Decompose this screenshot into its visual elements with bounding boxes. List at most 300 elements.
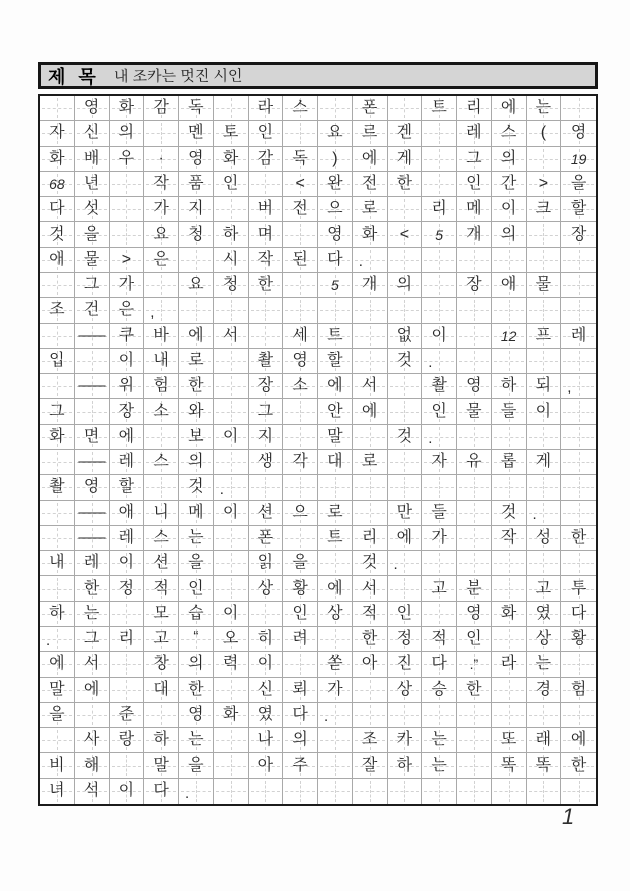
grid-cell bbox=[214, 374, 249, 399]
handwritten-character: 들 bbox=[431, 503, 447, 521]
grid-cell bbox=[422, 551, 457, 576]
handwritten-character: 을 bbox=[188, 554, 204, 572]
handwritten-character: 는 bbox=[535, 99, 552, 117]
grid-cell bbox=[179, 399, 214, 424]
handwritten-character: 지 bbox=[188, 200, 204, 218]
handwritten-character: 레 bbox=[118, 528, 135, 546]
handwritten-character: 크 bbox=[535, 200, 552, 218]
grid-cell bbox=[457, 602, 492, 627]
grid-cell bbox=[249, 374, 284, 399]
handwritten-character: 메 bbox=[188, 503, 204, 521]
grid-cell bbox=[283, 652, 318, 677]
handwritten-character: 스 bbox=[153, 528, 169, 546]
handwritten-character: 은 bbox=[118, 301, 135, 319]
grid-cell bbox=[283, 678, 318, 703]
grid-cell bbox=[353, 248, 388, 273]
handwritten-character: — bbox=[78, 377, 106, 395]
grid-cell bbox=[110, 172, 145, 197]
grid-cell bbox=[561, 121, 596, 146]
handwritten-character: 촬 bbox=[49, 478, 65, 496]
grid-cell bbox=[214, 197, 249, 222]
handwritten-character: 한 bbox=[396, 174, 413, 192]
grid-cell bbox=[249, 425, 284, 450]
grid-cell bbox=[40, 526, 75, 551]
grid-cell bbox=[179, 222, 214, 247]
grid-cell bbox=[527, 399, 562, 424]
handwritten-character: 에 bbox=[327, 377, 343, 395]
grid-cell bbox=[318, 425, 353, 450]
grid-cell bbox=[422, 425, 457, 450]
grid-cell bbox=[110, 576, 145, 601]
grid-cell bbox=[75, 172, 110, 197]
handwritten-character: 투 bbox=[570, 579, 587, 597]
handwritten-character: 잘 bbox=[361, 756, 378, 774]
handwritten-character: 리 bbox=[118, 630, 135, 648]
handwritten-character: 의 bbox=[500, 225, 517, 243]
handwritten-character: 황 bbox=[292, 579, 308, 597]
grid-cell bbox=[527, 779, 562, 804]
handwritten-character: 만 bbox=[396, 503, 413, 521]
grid-cell bbox=[492, 172, 527, 197]
grid-cell bbox=[561, 728, 596, 753]
handwritten-character: 오 bbox=[222, 630, 239, 648]
handwritten-character: 68 bbox=[49, 175, 65, 192]
handwritten-character: 감 bbox=[257, 149, 274, 167]
grid-cell bbox=[249, 602, 284, 627]
grid-cell bbox=[388, 197, 423, 222]
handwritten-character: . bbox=[428, 430, 433, 447]
grid-cell bbox=[422, 121, 457, 146]
grid-cell bbox=[318, 551, 353, 576]
grid-cell bbox=[283, 551, 318, 576]
handwritten-character: 영 bbox=[570, 124, 587, 142]
handwritten-character: 장 bbox=[570, 225, 587, 243]
grid-cell bbox=[492, 121, 527, 146]
handwritten-character: 해 bbox=[83, 756, 100, 774]
grid-cell bbox=[179, 753, 214, 778]
grid-cell bbox=[144, 551, 179, 576]
handwritten-character: 이 bbox=[222, 427, 239, 445]
handwritten-character: 청 bbox=[222, 276, 239, 294]
grid-cell bbox=[40, 627, 75, 652]
handwritten-character: . bbox=[185, 785, 190, 802]
handwritten-character: 지 bbox=[257, 427, 274, 445]
handwritten-character: 이 bbox=[535, 402, 552, 420]
grid-cell bbox=[249, 551, 284, 576]
handwritten-character: 개 bbox=[361, 276, 378, 294]
grid-cell bbox=[353, 551, 388, 576]
grid-cell bbox=[492, 703, 527, 728]
handwritten-character: 로 bbox=[361, 200, 378, 218]
handwritten-character: 가 bbox=[431, 528, 447, 546]
handwritten-character: 바 bbox=[153, 326, 169, 344]
grid-cell bbox=[40, 298, 75, 323]
handwritten-character: 상 bbox=[257, 579, 274, 597]
grid-cell bbox=[422, 96, 457, 121]
handwritten-character: 에 bbox=[570, 731, 587, 749]
grid-cell bbox=[457, 425, 492, 450]
grid-cell bbox=[388, 551, 423, 576]
grid-cell bbox=[457, 678, 492, 703]
grid-cell bbox=[527, 425, 562, 450]
handwritten-character: 한 bbox=[83, 579, 100, 597]
grid-cell bbox=[527, 627, 562, 652]
grid-cell bbox=[561, 197, 596, 222]
handwritten-character: 은 bbox=[153, 250, 169, 268]
handwritten-character: < bbox=[295, 174, 305, 192]
grid-cell bbox=[283, 627, 318, 652]
handwritten-character: 히 bbox=[257, 630, 274, 648]
handwritten-character: 된 bbox=[292, 250, 308, 268]
grid-cell bbox=[179, 652, 214, 677]
handwritten-character: 영 bbox=[466, 604, 482, 622]
grid-cell bbox=[75, 501, 110, 526]
handwritten-character: 똑 bbox=[535, 756, 552, 774]
grid-cell bbox=[110, 475, 145, 500]
grid-cell bbox=[179, 526, 214, 551]
grid-cell bbox=[492, 349, 527, 374]
grid-cell bbox=[422, 273, 457, 298]
handwritten-character: 프 bbox=[535, 326, 552, 344]
handwritten-character: 한 bbox=[570, 756, 587, 774]
handwritten-character: 한 bbox=[188, 377, 204, 395]
handwritten-character: 내 bbox=[49, 554, 65, 572]
handwritten-character: 다 bbox=[570, 604, 587, 622]
grid-cell bbox=[283, 425, 318, 450]
handwritten-character: 완 bbox=[327, 174, 343, 192]
grid-cell bbox=[75, 197, 110, 222]
grid-cell bbox=[353, 652, 388, 677]
handwritten-character: 한 bbox=[257, 276, 274, 294]
grid-cell bbox=[144, 324, 179, 349]
handwritten-character: 하 bbox=[153, 731, 169, 749]
grid-cell bbox=[75, 703, 110, 728]
grid-cell bbox=[388, 652, 423, 677]
grid-cell bbox=[388, 349, 423, 374]
handwritten-character: 조 bbox=[49, 301, 65, 319]
handwritten-character: 세 bbox=[292, 326, 308, 344]
grid-cell bbox=[40, 602, 75, 627]
handwritten-character: 인 bbox=[466, 630, 482, 648]
grid-cell bbox=[561, 349, 596, 374]
handwritten-character: 리 bbox=[466, 99, 482, 117]
grid-cell bbox=[75, 399, 110, 424]
handwritten-character: 의 bbox=[188, 453, 204, 471]
grid-cell bbox=[75, 475, 110, 500]
handwritten-character: 션 bbox=[153, 554, 169, 572]
grid-cell bbox=[527, 551, 562, 576]
grid-cell bbox=[249, 703, 284, 728]
handwritten-character: 창 bbox=[153, 655, 169, 673]
handwritten-character: ) bbox=[332, 149, 338, 167]
handwritten-character: 션 bbox=[257, 503, 274, 521]
grid-cell bbox=[110, 627, 145, 652]
handwritten-character: > bbox=[121, 250, 132, 268]
handwritten-character: 다 bbox=[292, 705, 308, 723]
grid-cell bbox=[388, 602, 423, 627]
handwritten-character: 는 bbox=[431, 756, 447, 774]
grid-cell bbox=[110, 501, 145, 526]
grid-cell bbox=[40, 728, 75, 753]
handwritten-character: · bbox=[158, 149, 164, 167]
grid-cell bbox=[353, 96, 388, 121]
grid-cell bbox=[457, 450, 492, 475]
grid-cell bbox=[527, 349, 562, 374]
handwritten-character: . bbox=[324, 708, 329, 726]
grid-cell bbox=[249, 248, 284, 273]
title-label: 제 목 bbox=[48, 66, 100, 87]
grid-cell bbox=[75, 450, 110, 475]
handwritten-character: 인 bbox=[222, 174, 239, 192]
handwritten-character: 영 bbox=[292, 351, 308, 369]
handwritten-character: 황 bbox=[570, 630, 587, 648]
grid-cell bbox=[40, 197, 75, 222]
grid-cell bbox=[561, 374, 596, 399]
grid-cell bbox=[283, 753, 318, 778]
handwritten-character: 리 bbox=[361, 528, 378, 546]
grid-cell bbox=[353, 349, 388, 374]
handwritten-character: — bbox=[78, 453, 106, 471]
handwritten-character: 섯 bbox=[83, 200, 100, 218]
handwritten-character: 아 bbox=[257, 756, 274, 774]
grid-cell bbox=[75, 678, 110, 703]
grid-cell bbox=[179, 273, 214, 298]
grid-cell bbox=[249, 678, 284, 703]
handwritten-character: 면 bbox=[83, 427, 100, 445]
grid-cell bbox=[40, 753, 75, 778]
grid-cell bbox=[214, 121, 249, 146]
grid-cell bbox=[214, 172, 249, 197]
grid-cell bbox=[144, 627, 179, 652]
grid-cell bbox=[318, 96, 353, 121]
grid-cell bbox=[388, 273, 423, 298]
handwritten-character: “ bbox=[193, 628, 199, 645]
handwritten-character: 우 bbox=[118, 149, 135, 167]
grid-cell bbox=[144, 526, 179, 551]
grid-cell bbox=[353, 450, 388, 475]
grid-cell bbox=[179, 248, 214, 273]
grid-cell bbox=[318, 374, 353, 399]
grid-cell bbox=[40, 147, 75, 172]
grid-cell bbox=[249, 576, 284, 601]
grid-cell bbox=[318, 222, 353, 247]
handwritten-character: 쏟 bbox=[327, 655, 343, 673]
handwritten-character: 것 bbox=[188, 478, 204, 496]
grid-cell bbox=[144, 172, 179, 197]
handwritten-character: 또 bbox=[500, 731, 517, 749]
grid-cell bbox=[110, 121, 145, 146]
grid-cell bbox=[110, 248, 145, 273]
grid-cell bbox=[353, 602, 388, 627]
grid-cell bbox=[318, 627, 353, 652]
grid-cell bbox=[144, 399, 179, 424]
handwritten-character: 토 bbox=[222, 124, 239, 142]
grid-cell bbox=[422, 147, 457, 172]
grid-cell bbox=[249, 349, 284, 374]
grid-cell bbox=[422, 324, 457, 349]
grid-cell bbox=[283, 121, 318, 146]
grid-cell bbox=[492, 248, 527, 273]
handwritten-character: 비 bbox=[49, 756, 65, 774]
handwritten-character: 으 bbox=[292, 503, 308, 521]
grid-cell bbox=[457, 374, 492, 399]
handwritten-character: 소 bbox=[153, 402, 169, 420]
grid-cell bbox=[561, 576, 596, 601]
grid-cell bbox=[214, 678, 249, 703]
essay-title: 내 조카는 멋진 시인 bbox=[113, 67, 243, 86]
handwritten-character: 정 bbox=[396, 630, 413, 648]
grid-cell bbox=[283, 576, 318, 601]
handwritten-character: 내 bbox=[153, 351, 169, 369]
grid-cell bbox=[561, 222, 596, 247]
handwritten-character: 의 bbox=[118, 124, 135, 142]
grid-cell bbox=[388, 753, 423, 778]
handwritten-character: 라 bbox=[257, 99, 274, 117]
handwritten-character: , bbox=[567, 379, 572, 397]
grid-cell bbox=[527, 602, 562, 627]
handwritten-character: 이 bbox=[500, 200, 517, 218]
handwritten-character: 르 bbox=[361, 124, 378, 142]
handwritten-character: 에 bbox=[188, 326, 204, 344]
grid-cell bbox=[144, 703, 179, 728]
handwritten-character: 레 bbox=[570, 326, 587, 344]
handwritten-character: 작 bbox=[153, 174, 169, 192]
grid-cell bbox=[353, 501, 388, 526]
handwritten-character: 영 bbox=[83, 478, 100, 496]
handwritten-character: 애 bbox=[500, 276, 517, 294]
grid-cell bbox=[249, 450, 284, 475]
grid-cell bbox=[283, 399, 318, 424]
handwritten-character: 사 bbox=[83, 731, 100, 749]
grid-cell bbox=[75, 248, 110, 273]
handwritten-character: 다 bbox=[153, 782, 169, 800]
handwritten-character: 말 bbox=[153, 756, 169, 774]
handwritten-character: 위 bbox=[118, 377, 135, 395]
handwritten-character: 이 bbox=[118, 554, 135, 572]
grid-cell bbox=[249, 728, 284, 753]
grid-cell bbox=[110, 678, 145, 703]
handwritten-character: 서 bbox=[83, 655, 100, 673]
handwritten-character: 하 bbox=[49, 604, 65, 622]
grid-cell bbox=[527, 298, 562, 323]
handwritten-character: , bbox=[150, 303, 155, 321]
grid-cell bbox=[527, 475, 562, 500]
grid-cell bbox=[527, 248, 562, 273]
grid-cell bbox=[457, 728, 492, 753]
grid-cell bbox=[179, 728, 214, 753]
handwritten-character: 그 bbox=[83, 276, 100, 294]
grid-cell bbox=[110, 399, 145, 424]
grid-cell bbox=[214, 450, 249, 475]
handwritten-character: 에 bbox=[500, 99, 517, 117]
grid-cell bbox=[214, 399, 249, 424]
grid-cell bbox=[318, 779, 353, 804]
handwritten-character: 트 bbox=[431, 99, 447, 117]
grid-cell bbox=[179, 551, 214, 576]
grid-cell bbox=[492, 576, 527, 601]
grid-cell bbox=[457, 475, 492, 500]
grid-cell bbox=[492, 602, 527, 627]
handwritten-character: 화 bbox=[49, 427, 65, 445]
grid-cell bbox=[527, 526, 562, 551]
grid-cell bbox=[492, 399, 527, 424]
grid-cell bbox=[492, 197, 527, 222]
grid-cell bbox=[283, 526, 318, 551]
grid-cell bbox=[40, 576, 75, 601]
handwritten-character: 인 bbox=[396, 604, 413, 622]
handwritten-character: 라 bbox=[500, 655, 517, 673]
handwritten-character: 상 bbox=[396, 680, 413, 698]
grid-cell bbox=[561, 703, 596, 728]
grid-cell bbox=[318, 147, 353, 172]
handwritten-character: 인 bbox=[466, 174, 482, 192]
handwritten-character: 래 bbox=[535, 731, 552, 749]
handwritten-character: 버 bbox=[257, 200, 274, 218]
handwritten-character: 하 bbox=[222, 225, 239, 243]
grid-cell bbox=[144, 753, 179, 778]
grid-cell bbox=[214, 602, 249, 627]
handwritten-character: 장 bbox=[466, 276, 482, 294]
handwritten-character: 의 bbox=[396, 276, 413, 294]
grid-cell bbox=[249, 399, 284, 424]
grid-cell bbox=[75, 779, 110, 804]
grid-cell bbox=[40, 273, 75, 298]
grid-cell bbox=[214, 222, 249, 247]
grid-cell bbox=[561, 779, 596, 804]
grid-cell bbox=[75, 627, 110, 652]
handwritten-character: 이 bbox=[222, 503, 239, 521]
grid-cell bbox=[179, 425, 214, 450]
handwritten-character: 승 bbox=[431, 680, 447, 698]
handwritten-character: 트 bbox=[327, 326, 343, 344]
grid-cell bbox=[422, 298, 457, 323]
handwritten-character: 그 bbox=[49, 402, 65, 420]
grid-cell bbox=[561, 324, 596, 349]
grid-cell bbox=[492, 450, 527, 475]
grid-cell bbox=[214, 627, 249, 652]
title-box bbox=[38, 62, 598, 89]
handwritten-character: 대 bbox=[327, 453, 343, 471]
grid-cell bbox=[527, 576, 562, 601]
grid-cell bbox=[422, 248, 457, 273]
grid-cell bbox=[388, 172, 423, 197]
grid-cell bbox=[561, 652, 596, 677]
handwritten-character: 는 bbox=[431, 731, 447, 749]
grid-cell bbox=[249, 96, 284, 121]
grid-cell bbox=[457, 96, 492, 121]
grid-cell bbox=[527, 147, 562, 172]
grid-cell bbox=[457, 526, 492, 551]
grid-cell bbox=[40, 248, 75, 273]
handwritten-character: . bbox=[532, 505, 537, 523]
grid-cell bbox=[214, 273, 249, 298]
grid-cell bbox=[492, 298, 527, 323]
handwritten-character: 에 bbox=[83, 680, 100, 698]
handwritten-character: 고 bbox=[431, 579, 447, 597]
handwritten-character: 상 bbox=[327, 604, 343, 622]
grid-cell bbox=[110, 374, 145, 399]
handwritten-character: 이 bbox=[118, 782, 135, 800]
handwritten-character: 의 bbox=[292, 731, 308, 749]
grid-cell bbox=[388, 450, 423, 475]
grid-cell bbox=[457, 349, 492, 374]
grid-cell bbox=[179, 298, 214, 323]
grid-cell bbox=[318, 324, 353, 349]
grid-cell bbox=[283, 450, 318, 475]
grid-cell bbox=[179, 324, 214, 349]
grid-cell bbox=[353, 222, 388, 247]
grid-cell bbox=[249, 273, 284, 298]
